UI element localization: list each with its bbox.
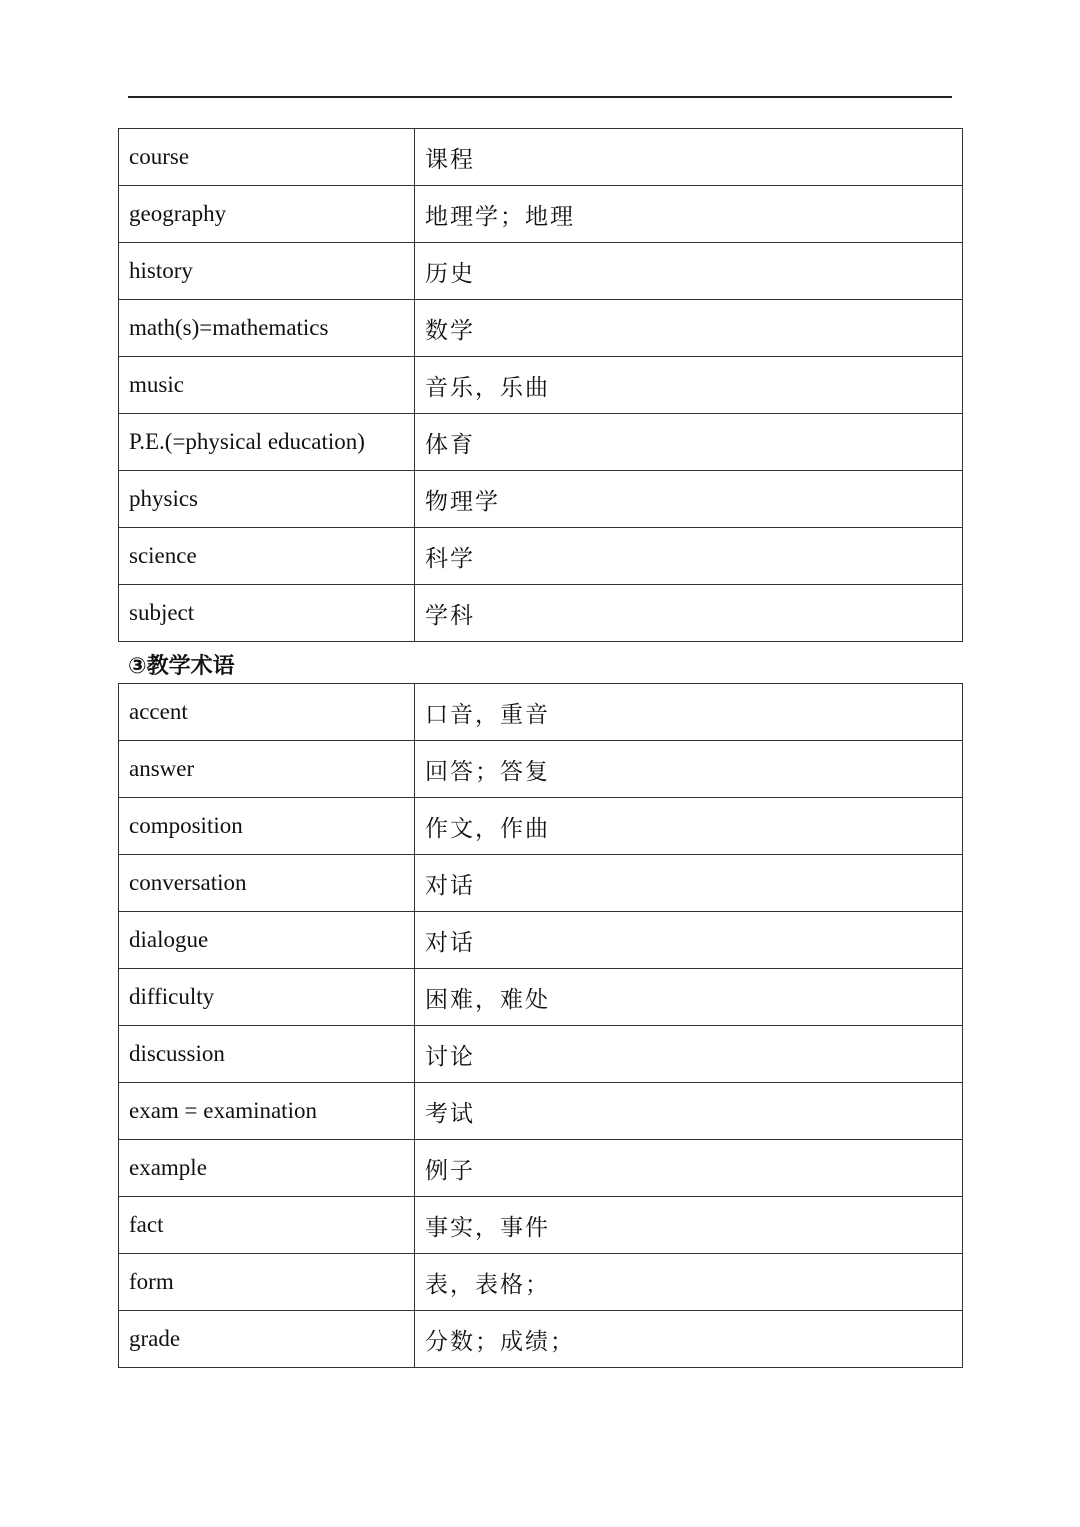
english-term: difficulty	[119, 969, 415, 1026]
english-term: subject	[119, 585, 415, 642]
english-term: fact	[119, 1197, 415, 1254]
table-row	[119, 243, 963, 300]
table-row	[119, 1140, 963, 1197]
english-term: science	[119, 528, 415, 585]
chinese-meaning: 对话	[415, 855, 963, 912]
chinese-meaning: 例子	[415, 1140, 963, 1197]
chinese-meaning: 科学	[415, 528, 963, 585]
english-term: course	[119, 129, 415, 186]
table-row	[119, 1311, 963, 1368]
chinese-meaning: 地理学；地理	[415, 186, 963, 243]
table-row	[119, 528, 963, 585]
chinese-meaning: 作文，作曲	[415, 798, 963, 855]
table-row	[119, 471, 963, 528]
table-row	[119, 1026, 963, 1083]
chinese-meaning: 考试	[415, 1083, 963, 1140]
english-term: example	[119, 1140, 415, 1197]
english-term: form	[119, 1254, 415, 1311]
table-row	[119, 585, 963, 642]
english-term: conversation	[119, 855, 415, 912]
english-term: accent	[119, 684, 415, 741]
table-row	[119, 798, 963, 855]
english-term: music	[119, 357, 415, 414]
table-row	[119, 129, 963, 186]
section-heading: ③教学术语	[128, 654, 235, 679]
chinese-meaning: 物理学	[415, 471, 963, 528]
chinese-meaning: 讨论	[415, 1026, 963, 1083]
english-term: composition	[119, 798, 415, 855]
vocab-table-subjects	[118, 128, 963, 642]
english-term: discussion	[119, 1026, 415, 1083]
chinese-meaning: 音乐，乐曲	[415, 357, 963, 414]
table-row	[119, 414, 963, 471]
table-row	[119, 684, 963, 741]
chinese-meaning: 事实，事件	[415, 1197, 963, 1254]
english-term: answer	[119, 741, 415, 798]
chinese-meaning: 课程	[415, 129, 963, 186]
chinese-meaning: 分数；成绩；	[415, 1311, 963, 1368]
chinese-meaning: 学科	[415, 585, 963, 642]
table-row	[119, 357, 963, 414]
table-row	[119, 1197, 963, 1254]
table-row	[119, 1083, 963, 1140]
english-term: exam = examination	[119, 1083, 415, 1140]
chinese-meaning: 历史	[415, 243, 963, 300]
english-term: geography	[119, 186, 415, 243]
vocab-table-teaching-terms	[118, 683, 963, 1368]
english-term: physics	[119, 471, 415, 528]
chinese-meaning: 回答；答复	[415, 741, 963, 798]
table-row	[119, 855, 963, 912]
table-row	[119, 300, 963, 357]
chinese-meaning: 口音，重音	[415, 684, 963, 741]
chinese-meaning: 对话	[415, 912, 963, 969]
table-row	[119, 969, 963, 1026]
chinese-meaning: 体育	[415, 414, 963, 471]
chinese-meaning: 困难，难处	[415, 969, 963, 1026]
table-row	[119, 1254, 963, 1311]
header-rule	[128, 96, 952, 98]
english-term: dialogue	[119, 912, 415, 969]
table-row	[119, 741, 963, 798]
english-term: math(s)=mathematics	[119, 300, 415, 357]
english-term: P.E.(=physical education)	[119, 414, 415, 471]
english-term: history	[119, 243, 415, 300]
chinese-meaning: 数学	[415, 300, 963, 357]
table-row	[119, 912, 963, 969]
chinese-meaning: 表，表格；	[415, 1254, 963, 1311]
english-term: grade	[119, 1311, 415, 1368]
table-row	[119, 186, 963, 243]
